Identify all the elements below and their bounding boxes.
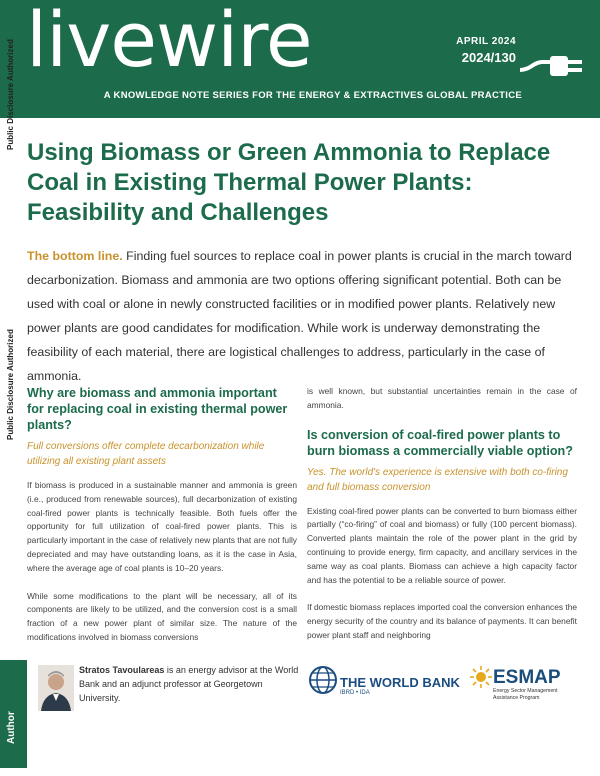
left-subheading: Full conversions offer complete decarbonization while utilizing all existing plant assets bbox=[27, 441, 265, 467]
right-subheading: Yes. The world's experience is extensive with both co-firing and full biomass conversion bbox=[307, 466, 568, 493]
esmap-sun-icon bbox=[470, 666, 492, 688]
esmap-subtext: Energy Sector Management Assistance Program bbox=[493, 688, 558, 701]
masthead bbox=[0, 0, 600, 118]
bottom-line-text: Finding fuel sources to replace coal in power plants is crucial in the march toward decarbonization. Biomass and ammonia are two options offering significant potential. Both can be used with coal or alone in newly constructed facilities or in modified power plants. Relatively new power plants are good candidates for modification. While work is underway demonstrating the feasibility of each material, there are logistical challenges to address, particularly in the case of ammonia. bbox=[27, 249, 572, 383]
bottom-line-label: The bottom line. bbox=[27, 249, 123, 263]
author-bio bbox=[79, 663, 299, 705]
world-bank-subtext: IBRD • IDA bbox=[340, 690, 370, 696]
world-bank-globe-icon bbox=[308, 665, 338, 695]
side-label-middle: Public Disclosure Authorized bbox=[6, 329, 15, 440]
left-paragraph-2: While some modifications to the plant will be necessary, all of its components are likely to be utilized, and the conversion cost is a small fraction of a new power plant of similar size. The nature of the modifications involved in biomass conversions bbox=[27, 590, 297, 642]
left-paragraph-1: If biomass is produced in a sustainable manner and ammonia is green (i.e., produced from renewable sources), full decarbonization of existing coal-fired power plants is technically feasible. Both fuels offer the opportunity for full utilization of coal-fired power plants. This is particularly important in the case of relatively new plants that are not fully depreciated and may have outstanding loans, as it is the case in Asia, where the average age of coal plants is 10–20 years. bbox=[27, 480, 297, 573]
author-photo bbox=[38, 665, 74, 711]
author-tab bbox=[0, 660, 27, 768]
side-label-top: Public Disclosure Authorized bbox=[6, 39, 15, 150]
series-tagline: A KNOWLEDGE NOTE SERIES FOR THE ENERGY & EXTRACTIVES GLOBAL PRACTICE bbox=[103, 90, 522, 101]
plug-icon bbox=[520, 52, 586, 82]
livewire-logo: livewire bbox=[26, 0, 312, 84]
esmap-logo-text: ESMAP bbox=[493, 667, 561, 688]
right-heading: Is conversion of coal-fired power plants to burn biomass a commercially viable option? bbox=[307, 427, 573, 458]
article-title: Using Biomass or Green Ammonia to Replace Coal in Existing Thermal Power Plants: Feasibility and Challenges bbox=[27, 139, 551, 226]
right-paragraph-0: is well known, but substantial uncertainties remain in the case of ammonia. bbox=[307, 386, 577, 410]
left-column bbox=[27, 385, 297, 645]
author-description: is an energy advisor at the World Bank and an adjunct professor at Georgetown University. bbox=[79, 665, 299, 703]
right-paragraph-1: Existing coal-fired power plants can be converted to burn biomass either partially (“co-firing” of coal and biomass) or fully (100 percent biomass). Converted plants maintain the role of the power plant in the grid by continuing to provide energy, firm capacity, and ancillary services in the same way as coal plants. Biomass can achieve a high capacity factor and has the potential to be a reliable source of power. bbox=[307, 505, 577, 585]
right-paragraph-2: If domestic biomass replaces imported coal the conversion enhances the energy security of the country and its balance of payments. It can benefit power plant staff and neighboring bbox=[307, 602, 578, 640]
world-bank-logo-text: THE WORLD BANK bbox=[340, 675, 460, 690]
bottom-line-paragraph bbox=[27, 244, 575, 388]
right-column bbox=[307, 385, 577, 643]
author-name: Stratos Tavoulareas bbox=[79, 665, 165, 675]
issue-date: APRIL 2024 bbox=[456, 36, 516, 47]
author-tab-label: Author bbox=[6, 711, 17, 744]
issue-number: 2024/130 bbox=[461, 50, 516, 65]
left-heading: Why are biomass and ammonia important for replacing coal in existing thermal power plants? bbox=[27, 386, 288, 432]
